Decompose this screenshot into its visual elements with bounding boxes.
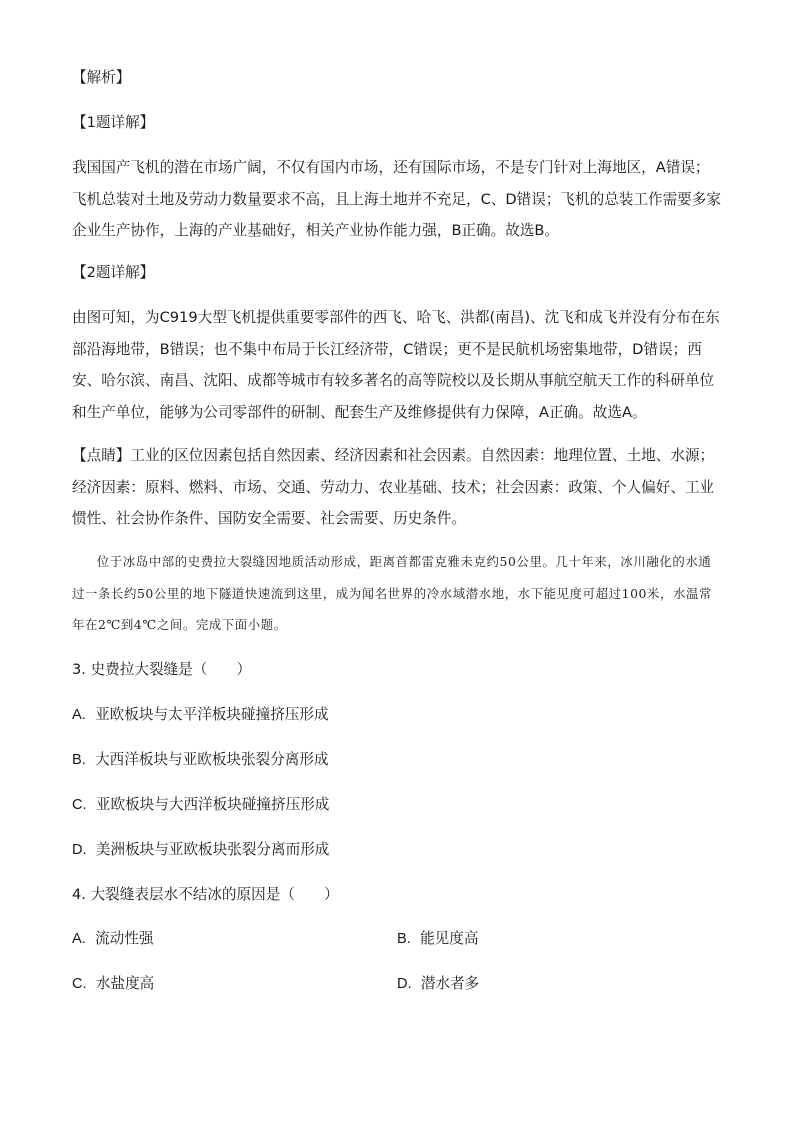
q4-option-d xyxy=(397,974,479,994)
q4-option-b xyxy=(397,929,478,949)
option-text: 亚欧板块与太平洋板块碰撞挤压形成 xyxy=(95,706,329,723)
q2-detail-heading: 【2题详解】 xyxy=(72,264,155,281)
option-letter: D. xyxy=(397,976,412,992)
option-text: 大西洋板块与亚欧板块张裂分离形成 xyxy=(95,751,329,768)
q3-option-d xyxy=(72,840,329,860)
option-letter: D. xyxy=(72,842,87,858)
q4-option-c xyxy=(72,974,154,994)
option-text: 能见度高 xyxy=(420,930,479,947)
option-text: 潜水者多 xyxy=(420,975,480,992)
question-4-stem: 4. 大裂缝表层水不结冰的原因是（ ） xyxy=(72,886,339,903)
q1-detail-heading: 【1题详解】 xyxy=(72,114,155,131)
option-text: 亚欧板块与大西洋板块碰撞挤压形成 xyxy=(95,796,330,813)
option-letter: C. xyxy=(72,976,87,992)
key-point-note: 【点睛】工业的区位因素包括自然因素、经济因素和社会因素。自然因素：地理位置、土地、水源；经济因素：原料、燃料、市场、交通、劳动力、农业基础、技术；社会因素：政策、个人偏好、工业惯性、社会协作条件、国防安全需要、社会需要、历史条件。 xyxy=(72,447,715,527)
option-text: 美洲板块与亚欧板块张裂分离而形成 xyxy=(95,841,330,858)
option-text: 水盐度高 xyxy=(95,975,155,992)
option-letter: B. xyxy=(72,752,86,768)
q1-explanation: 我国国产飞机的潜在市场广阔，不仅有国内市场，还有国际市场，不是专门针对上海地区，A错误；飞机总装对土地及劳动力数量要求不高，且上海土地并不充足，C、D错误；飞机的总装工作需要多家企业生产协作，上海的产业基础好，相关产业协作能力强，B正确。故选B。 xyxy=(72,159,721,239)
question-3-stem: 3. 史费拉大裂缝是（ ） xyxy=(72,661,252,678)
q4-option-a xyxy=(72,929,153,949)
q3-option-b xyxy=(72,750,329,770)
option-letter: A. xyxy=(72,707,86,723)
q3-option-a xyxy=(72,705,329,725)
option-text: 流动性强 xyxy=(95,930,154,947)
analysis-heading: 【解析】 xyxy=(72,69,131,86)
q2-explanation: 由图可知，为C919大型飞机提供重要零部件的西飞、哈飞、洪都(南昌)、沈飞和成飞并没有分布在东部沿海地带，B错误；也不集中布局于长江经济带，C错误；更不是民航机场密集地带，D错误；西安、哈尔滨、南昌、沈阳、成都等城市有较多著名的高等院校以及长期从事航空航天工作的科研单位和生产单位，能够为公司零部件的研制、配套生产及维修提供有力保障，A正确。故选A。 xyxy=(72,309,720,421)
reading-passage: 位于冰岛中部的史费拉大裂缝因地质活动形成，距离首都雷克雅未克约50公里。几十年来，冰川融化的水通过一条长约50公里的地下隧道快速流到这里，成为闻名世界的冷水域潜水地，水下能见度可超过100米，水温常年在2℃到4℃之间。完成下面小题。 xyxy=(72,554,712,632)
q3-option-c xyxy=(72,795,329,815)
option-letter: A. xyxy=(72,931,86,947)
option-letter: B. xyxy=(397,931,411,947)
option-letter: C. xyxy=(72,797,87,813)
